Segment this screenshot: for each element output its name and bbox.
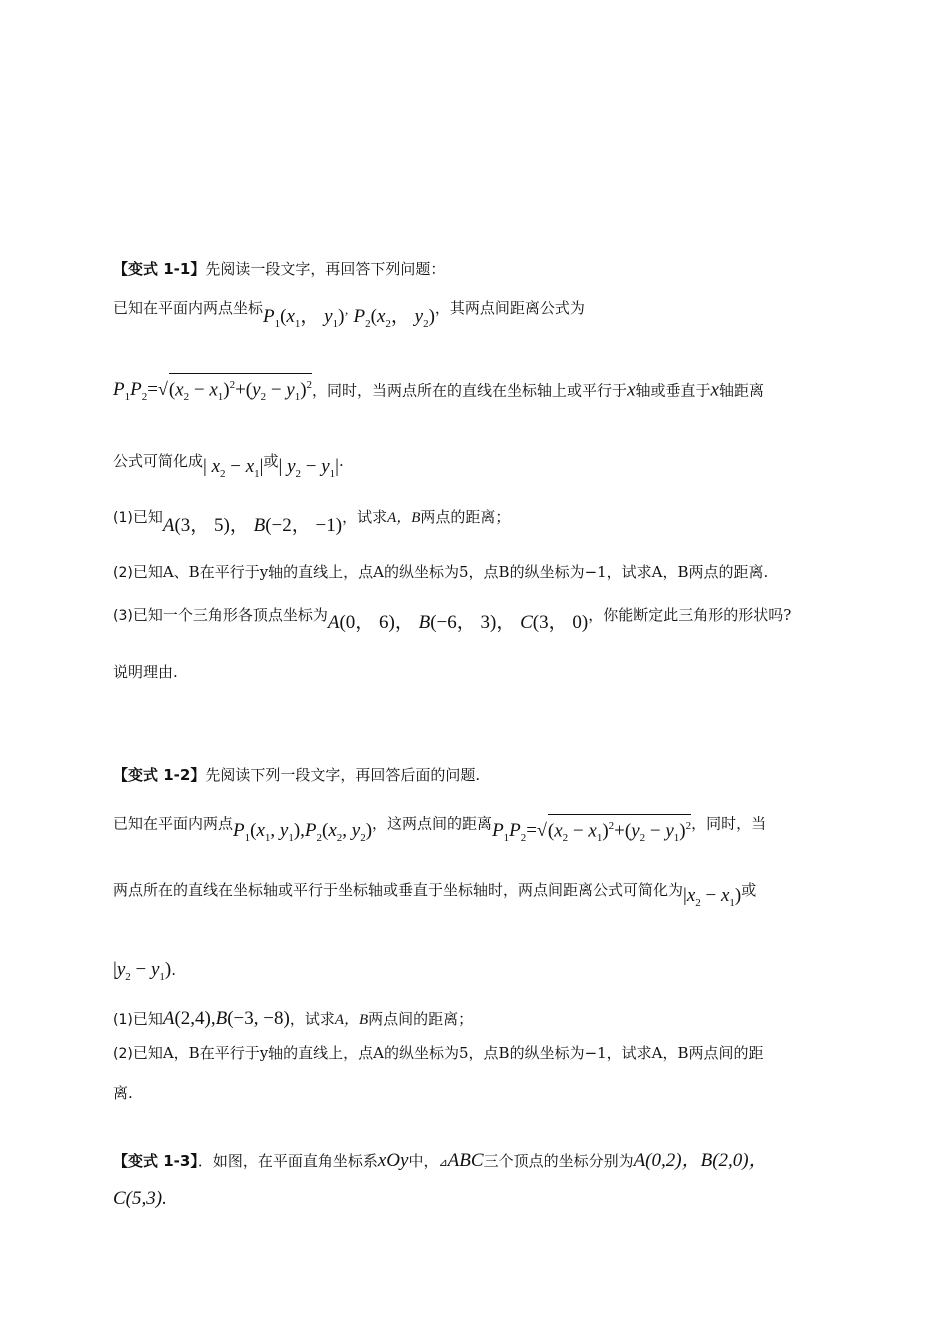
q3-number: (3) bbox=[113, 608, 133, 624]
q1-number: (1) bbox=[113, 510, 133, 526]
v2-para1-mid: ，这两点间的距离 bbox=[372, 814, 493, 833]
variant-1-1-label: 【变式 1-1】 bbox=[113, 260, 206, 278]
variant-1-1-q3 bbox=[113, 605, 792, 633]
q3-triangle-points: A(0， 6)， B(−6， 3)， C(3， 0) bbox=[327, 612, 589, 633]
v2-q1-tail: 两点间的距离； bbox=[368, 1010, 474, 1028]
q2-text: 已知A、B在平行于y轴的直线上，点A的纵坐标为5，点B的纵坐标为−1，试求A，B两点的距离. bbox=[132, 563, 769, 581]
para1-post-text: ，其两点间距离公式为 bbox=[434, 299, 585, 317]
variant-1-1-q1 bbox=[113, 507, 511, 536]
abs-y-formula: | $y_2 - y_1|$ bbox=[278, 456, 339, 480]
variant-1-2-q2 bbox=[113, 1043, 764, 1064]
variant-1-2-q2-end bbox=[113, 1083, 133, 1103]
variant-1-1-para3: 公式可简化成| $x_2 - x_1|$或| $y_2 - y_1|$. bbox=[113, 452, 344, 480]
q2-number: (2) bbox=[113, 565, 133, 581]
v2-abs-y: $|y_2 - y_1$) bbox=[113, 959, 172, 983]
x-axis-var: x bbox=[627, 379, 636, 401]
formula-p1p2-points: $P_1(x_1$， $y_1)^’$ $P_2(x_2$， $y_2$) bbox=[263, 306, 435, 330]
v3-xoy: xOy bbox=[377, 1150, 409, 1171]
q3-post-text: ，你能断定此三角形的形状吗? bbox=[588, 606, 792, 624]
variant-1-3-label: 【变式 1-3】 bbox=[113, 1152, 198, 1170]
v3-coord-a: A(0,2)， bbox=[633, 1150, 701, 1171]
variant-1-2-label: 【变式 1-2】 bbox=[113, 766, 206, 784]
q3-end-text: 说明理由. bbox=[113, 663, 178, 681]
v3-text-mid: 中， bbox=[408, 1152, 439, 1170]
or-text: 或 bbox=[263, 452, 279, 470]
v3-abc: ABC bbox=[447, 1150, 484, 1171]
variant-1-2-q1 bbox=[113, 1009, 473, 1030]
para1-text: 已知在平面内两点坐标 bbox=[113, 299, 264, 317]
variant-1-1-q3-end bbox=[113, 662, 178, 682]
v2-q1-number: (1) bbox=[113, 1012, 133, 1028]
v2-q2-text: 已知A，B在平行于y轴的直线上，点A的纵坐标为5，点B的纵坐标为−1，试求A，B两点间的距 bbox=[132, 1044, 764, 1062]
v2-or: 或 bbox=[741, 881, 757, 899]
variant-1-1-para2 bbox=[113, 373, 764, 407]
v2-points: $P_1(x_1$, $y_1),P_2(x_2$, $y_2$) bbox=[233, 820, 373, 845]
q1-post-text: ，试求 bbox=[342, 508, 388, 526]
q1-pre-text: 已知 bbox=[132, 508, 163, 526]
variant-1-1-intro: 先阅读一段文字，再回答下列问题： bbox=[205, 260, 446, 278]
variant-1-2-intro: 先阅读下列一段文字，再回答后面的问题. bbox=[205, 766, 481, 784]
q3-pre-text: 已知一个三角形各顶点坐标为 bbox=[132, 606, 328, 624]
v2-q1-pre: 已知 bbox=[132, 1010, 163, 1028]
abs-x-formula: | $x_2 - x_1|$ bbox=[203, 456, 264, 480]
v2-q1-points: A(2,4),B(−3, −8) bbox=[162, 1008, 290, 1029]
q1-points: A(3， 5)， B(−2， −1) bbox=[162, 515, 343, 536]
variant-1-2-abs-y-line: $|y_2 - y_1$). bbox=[113, 959, 177, 983]
distance-formula-1: $P_1P_2=√(x_2 - x_1)^2+(y_2 - y_1)^2$ bbox=[113, 379, 312, 400]
q1-AB: A，B bbox=[387, 510, 421, 526]
variant-1-3-line2 bbox=[113, 1189, 167, 1209]
para2-mid-text: 轴或垂直于 bbox=[635, 381, 711, 400]
variant-1-1-q2 bbox=[113, 562, 768, 583]
variant-1-1-heading bbox=[113, 259, 445, 279]
v2-para2-text: 两点所在的直线在坐标轴或平行于坐标轴或垂直于坐标轴时，两点间距离公式可简化为 bbox=[113, 881, 684, 899]
v2-para1-post: ，同时，当 bbox=[691, 814, 767, 833]
x-axis-var-2: x bbox=[710, 379, 719, 401]
para3-text: 公式可简化成 bbox=[113, 452, 204, 470]
variant-1-3-heading bbox=[113, 1151, 768, 1173]
v2-abs-x: $|x_2 - x_1$) bbox=[683, 885, 742, 909]
v2-q1-AB: A，B bbox=[334, 1012, 369, 1028]
triangle-icon: ⊿ bbox=[438, 1156, 448, 1169]
q1-tail-text: 两点的距离； bbox=[420, 508, 511, 526]
v2-q1-post: ，试求 bbox=[289, 1010, 335, 1028]
v3-text-post: 三个顶点的坐标分别为 bbox=[483, 1152, 634, 1170]
para2-text: ，同时，当两点所在的直线在坐标轴上或平行于 bbox=[312, 381, 628, 400]
v3-coord-c: C(5,3). bbox=[113, 1188, 167, 1209]
v2-q2-number: (2) bbox=[113, 1046, 133, 1062]
variant-1-2-para2 bbox=[113, 880, 756, 907]
distance-formula-2: $P_1P_2=√(x_2 - x_1)^2+(y_2 - y_1)^2$ bbox=[492, 820, 691, 841]
v3-coord-b: B(2,0)， bbox=[700, 1150, 768, 1171]
variant-1-1-para1 bbox=[113, 298, 585, 330]
v3-text-pre: ．如图，在平面直角坐标系 bbox=[197, 1152, 378, 1170]
v2-para1-text: 已知在平面内两点 bbox=[113, 814, 234, 833]
v2-q2-end: 离. bbox=[113, 1084, 133, 1102]
variant-1-2-para1 bbox=[113, 806, 767, 845]
para2-end-text: 轴距离 bbox=[718, 381, 764, 400]
variant-1-2-heading bbox=[113, 765, 480, 785]
